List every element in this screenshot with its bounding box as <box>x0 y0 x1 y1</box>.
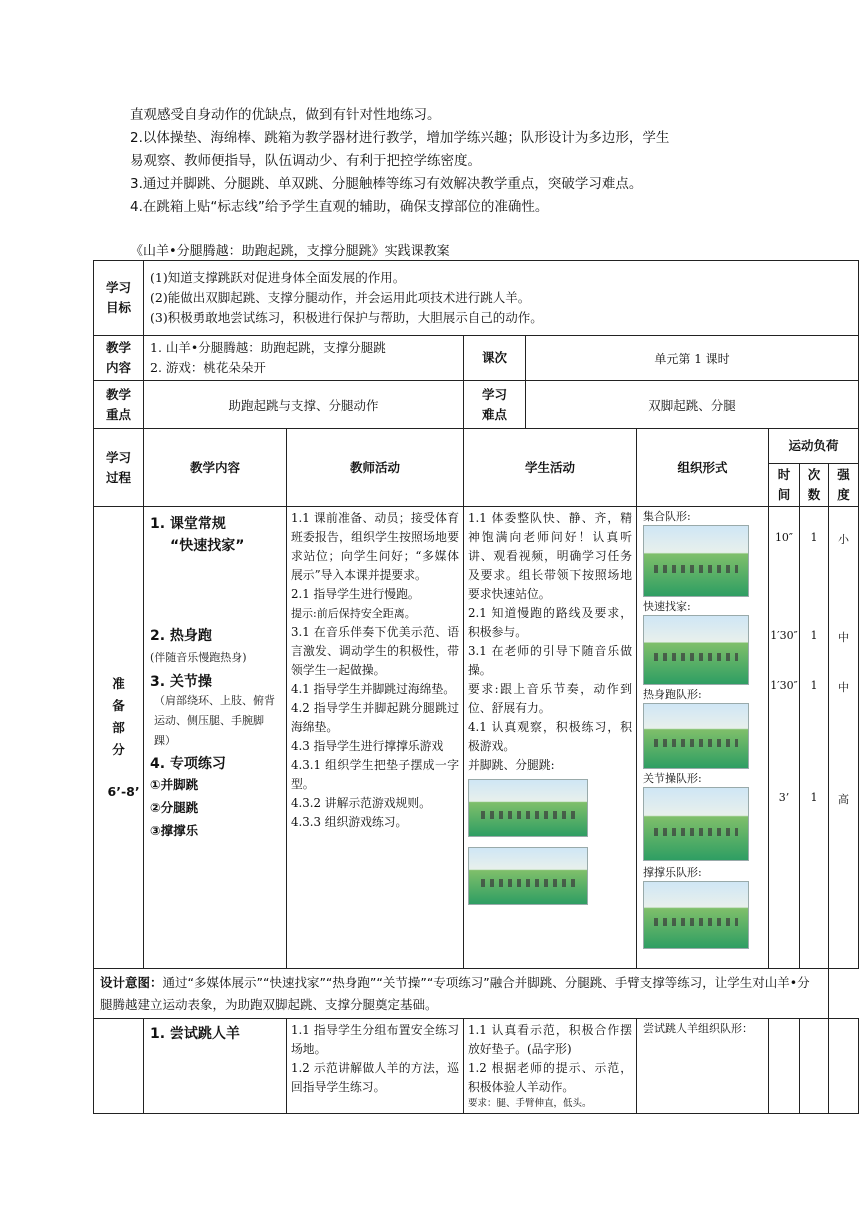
key-point-value: 助跑起跳与支撑、分腿动作 <box>144 381 464 429</box>
intro-line: 4.在跳箱上贴“标志线”给予学生直观的辅助，确保支撑部位的准确性。 <box>130 199 549 215</box>
header-org: 组织形式 <box>637 429 769 507</box>
student-step: 1.1 体委整队快、静、齐，精神饱满向老师问好！认真听讲、观看视频，明确学习任务及要求。组长带领下按照场地要求快速站位。 <box>468 511 632 601</box>
goal-item: (3)积极勇敢地尝试练习，积极进行保护与帮助，大胆展示自己的动作。 <box>150 310 543 325</box>
header-count: 次数 <box>800 464 829 507</box>
student-step: 2.1 知道慢跑的路线及要求，积极参与。 <box>468 606 632 639</box>
section-sub: (伴随音乐慢跑热身) <box>150 651 247 664</box>
teacher-step: 4.1 指导学生并脚跳过海绵垫。 <box>291 682 456 696</box>
header-teacher: 教师活动 <box>287 429 464 507</box>
goal-item: (1)知道支撑跳跃对促进身体全面发展的作用。 <box>150 270 406 285</box>
student-step: 4.1 认真观察，积极练习，积极游戏。 <box>468 720 632 753</box>
design-intent-cell <box>94 969 829 1019</box>
lesson-plan-title: 《山羊•分腿腾越：助跑起跳，支撑分腿跳》实践课教案 <box>130 244 450 259</box>
section-sub: “快速找家” <box>170 538 245 554</box>
section-title: 3. 关节操 <box>150 674 212 690</box>
basic-student-cell <box>464 1019 637 1114</box>
basic-teacher-cell <box>287 1019 464 1114</box>
org-label: 关节操队形: <box>643 772 702 785</box>
teacher-step: 4.3.3 组织游戏练习。 <box>291 815 408 829</box>
intro-text <box>130 104 750 219</box>
content-cell <box>144 336 464 381</box>
header-student: 学生活动 <box>464 429 637 507</box>
load-count: 1 <box>810 531 818 544</box>
prep-label: 准备部分 <box>112 675 125 757</box>
section-title: 1. 尝试跳人羊 <box>150 1026 240 1042</box>
lesson-label: 课次 <box>464 336 526 381</box>
section-item: ③撑撑乐 <box>150 823 199 838</box>
intro-line: 直观感受自身动作的优缺点，做到有针对性地练习。 <box>130 107 441 123</box>
load-intensity: 中 <box>838 631 850 644</box>
section-item: ②分腿跳 <box>150 800 199 815</box>
prep-time-cell <box>769 507 800 969</box>
teacher-step: 4.2 指导学生并脚起跳分腿跳过海绵垫。 <box>291 701 459 734</box>
student-step: 并脚跳、分腿跳: <box>468 758 555 772</box>
prep-duration: 6’-8’ <box>107 783 140 799</box>
goals-cell <box>144 261 859 336</box>
header-process: 学习过程 <box>94 429 144 507</box>
student-step: 3.1 在老师的引导下随音乐做操。 <box>468 644 632 677</box>
prep-label-cell <box>94 507 144 969</box>
load-count: 1 <box>810 791 818 804</box>
load-time: 10″ <box>774 531 794 544</box>
section-title: 4. 专项练习 <box>150 756 226 772</box>
basic-count-cell <box>800 1019 829 1114</box>
teacher-note: 提示:前后保持安全距离。 <box>291 607 416 620</box>
design-intent-text: 通过“多媒体展示”“快速找家”“热身跑”“关节操”“专项练习”融合并脚跳、分腿跳、手臂支撑等练习，让学生对山羊•分腿腾越建立运动表象，为助跑双脚起跳、支撑分腿奠定基础。 <box>100 974 810 1012</box>
goals-label: 学习目标 <box>94 261 144 336</box>
jump-practice-photo <box>468 847 588 905</box>
student-step: 1.2 根据老师的提示、示范，积极体验人羊动作。 <box>468 1061 632 1094</box>
support-game-photo <box>643 881 749 949</box>
header-load: 运动负荷 <box>769 429 859 464</box>
header-intensity: 强度 <box>829 464 859 507</box>
teacher-step: 2.1 指导学生进行慢跑。 <box>291 587 420 601</box>
assembly-formation-photo <box>643 525 749 597</box>
load-count: 1 <box>810 679 818 692</box>
content-item: 1. 山羊•分腿腾越：助跑起跳，支撑分腿跳 <box>150 340 386 355</box>
joint-exercise-photo <box>643 787 749 861</box>
org-label: 热身跑队形: <box>643 688 702 701</box>
prep-intensity-cell <box>829 507 859 969</box>
prep-count-cell <box>800 507 829 969</box>
teacher-step: 1.1 课前准备、动员；接受体育班委报告，组织学生按照场地要求站位；向学生问好；“多媒体展示”导入本课并提要求。 <box>291 511 459 582</box>
basic-org-cell <box>637 1019 769 1114</box>
load-time: 1′30″ <box>770 679 798 692</box>
basic-intensity-cell <box>829 1019 859 1114</box>
prep-content-cell <box>144 507 287 969</box>
teacher-step: 3.1 在音乐伴奏下优美示范、语言激发、调动学生的积极性，带领学生一起做操。 <box>291 625 459 677</box>
org-label: 集合队形: <box>643 510 691 523</box>
content-item: 2. 游戏：桃花朵朵开 <box>150 360 266 375</box>
difficulty-label: 学习难点 <box>464 381 526 429</box>
org-label: 撑撑乐队形: <box>643 866 702 879</box>
prep-org-cell <box>637 507 769 969</box>
section-item: ①并脚跳 <box>150 777 199 792</box>
header-time: 时间 <box>769 464 800 507</box>
intro-line: 易观察、教师便指导，队伍调动少、有利于把控学练密度。 <box>130 153 481 169</box>
load-intensity: 中 <box>838 681 850 694</box>
header-content: 教学内容 <box>144 429 287 507</box>
org-label: 尝试跳人羊组织队形： <box>643 1022 753 1035</box>
intro-line: 2.以体操垫、海绵棒、跳箱为教学器材进行教学，增加学练兴趣；队形设计为多边形，学生 <box>130 130 670 146</box>
find-home-photo <box>643 615 749 685</box>
goal-item: (2)能做出双脚起跳、支撑分腿动作，并会运用此项技术进行跳人羊。 <box>150 290 531 305</box>
jump-practice-photo <box>468 779 588 837</box>
teacher-step: 4.3.1 组织学生把垫子摆成一字型。 <box>291 758 459 791</box>
teacher-step: 1.2 示范讲解做人羊的方法，巡回指导学生练习。 <box>291 1061 459 1094</box>
student-step: 1.1 认真看示范，积极合作摆放好垫子。(品字形) <box>468 1023 632 1056</box>
basic-time-cell <box>769 1019 800 1114</box>
section-title: 1. 课堂常规 <box>150 516 226 532</box>
basic-label-cell <box>94 1019 144 1114</box>
content-label: 教学内容 <box>94 336 144 381</box>
lesson-plan-table <box>93 260 859 1114</box>
teacher-step: 4.3.2 讲解示范游戏规则。 <box>291 796 431 810</box>
design-intent-label: 设计意图： <box>100 974 163 990</box>
section-sub: （肩部绕环、上肢、俯背运动、侧压腿、手腕脚踝） <box>154 694 275 747</box>
student-note: 要求：腿、手臂伸直，低头。 <box>468 1098 592 1109</box>
warmup-run-photo <box>643 703 749 769</box>
load-time: 1′30″ <box>770 629 798 642</box>
key-point-label: 教学重点 <box>94 381 144 429</box>
prep-student-cell <box>464 507 637 969</box>
load-time: 3’ <box>778 791 790 804</box>
prep-teacher-cell <box>287 507 464 969</box>
load-count: 1 <box>810 629 818 642</box>
basic-content-cell <box>144 1019 287 1114</box>
difficulty-value: 双脚起跳、分腿 <box>526 381 859 429</box>
intro-line: 3.通过并脚跳、分腿跳、单双跳、分腿触棒等练习有效解决教学重点，突破学习难点。 <box>130 176 643 192</box>
teacher-step: 4.3 指导学生进行撑撑乐游戏 <box>291 739 444 753</box>
load-intensity: 小 <box>838 533 850 546</box>
lesson-value: 单元第 1 课时 <box>526 336 859 381</box>
load-intensity: 高 <box>838 793 850 806</box>
section-title: 2. 热身跑 <box>150 628 212 644</box>
teacher-step: 1.1 指导学生分组布置安全练习场地。 <box>291 1023 459 1056</box>
student-step: 要求:跟上音乐节奏，动作到位、舒展有力。 <box>468 682 632 715</box>
org-label: 快速找家: <box>643 600 691 613</box>
